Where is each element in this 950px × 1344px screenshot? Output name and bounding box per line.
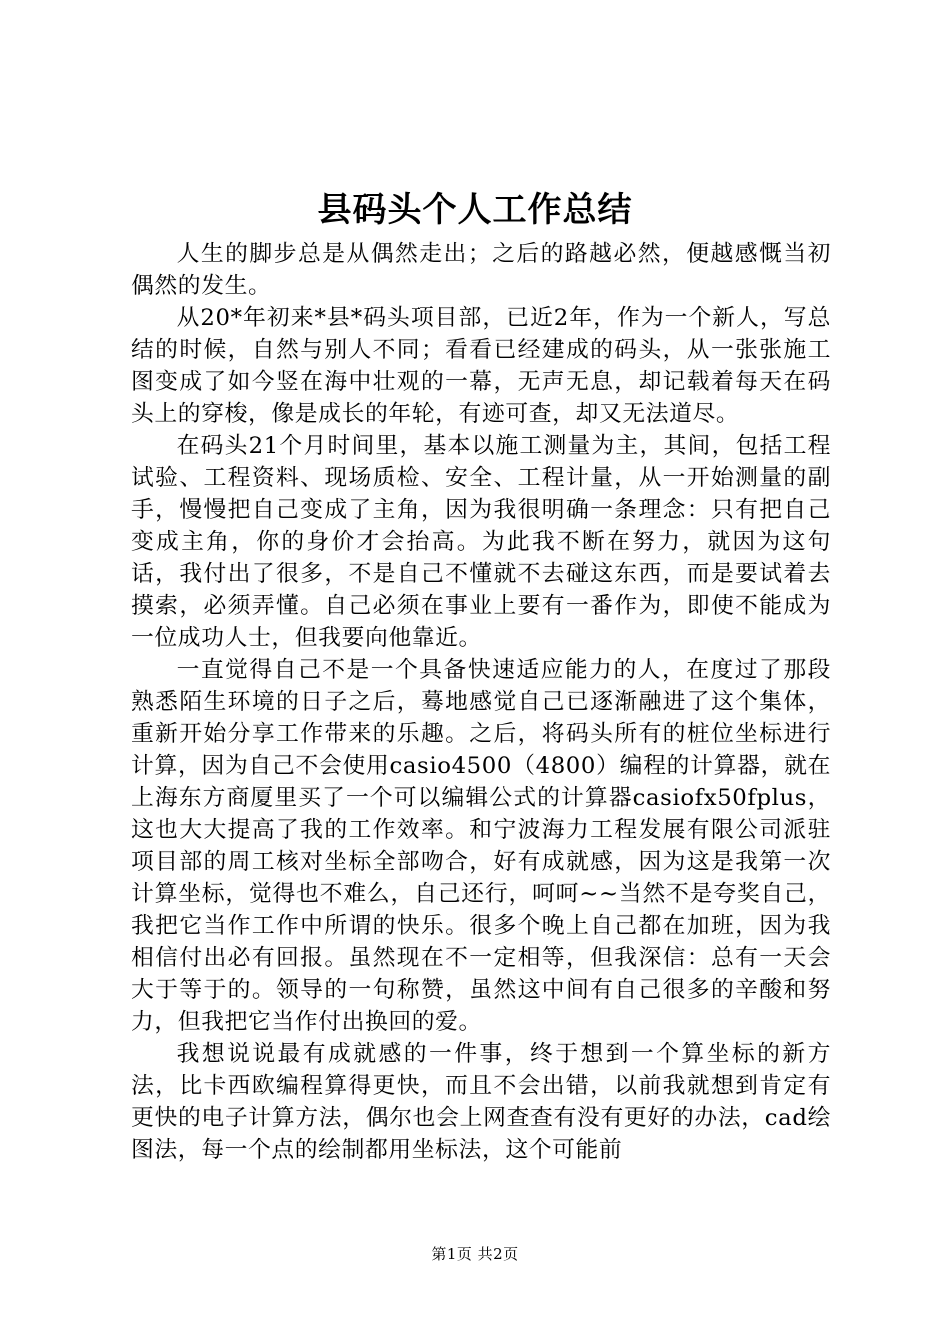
document-title: 县码头个人工作总结 [317, 190, 633, 230]
paragraph-5: 我想说说最有成就感的一件事，终于想到一个算坐标的新方法，比卡西欧编程算得更快，而且不会出错，以前我就想到肯定有更快的电子计算方法，偶尔也会上网查查有没有更好的办法，cad绘图法，每一个点的绘制都用坐标法，这个可能前 [131, 1041, 831, 1163]
paragraph-1: 人生的脚步总是从偶然走出；之后的路越必然，便越感慨当初偶然的发生。 [131, 241, 831, 299]
paragraph-3: 在码头21个月时间里，基本以施工测量为主，其间，包括工程试验、工程资料、现场质检、安全、工程计量，从一开始测量的副手，慢慢把自己变成了主角，因为我很明确一条理念：只有把自己变成主角，你的身价才会抬高。为此我不断在努力，就因为这句话，我付出了很多，不是自己不懂就不去碰这东西，而是要试着去摸索，必须弄懂。自己必须在事业上要有一番作为，即使不能成为一位成功人士，但我要向他靠近。 [131, 433, 831, 651]
page-number-footer: 第1页 共2页 [431, 1245, 519, 1263]
paragraph-2: 从20*年初来*县*码头项目部，已近2年，作为一个新人，写总结的时候，自然与别人不同；看看已经建成的码头，从一张张施工图变成了如今竖在海中壮观的一幕，无声无息，却记载着每天在码头上的穿梭，像是成长的年轮，有迹可查，却又无法道尽。 [131, 305, 831, 427]
document-body [131, 238, 831, 1166]
paragraph-4: 一直觉得自己不是一个具备快速适应能力的人，在度过了那段熟悉陌生环境的日子之后，蓦地感觉自己已逐渐融进了这个集体，重新开始分享工作带来的乐趣。之后，将码头所有的桩位坐标进行计算，因为自己不会使用casio4500（4800）编程的计算器，就在上海东方商厦里买了一个可以编辑公式的计算器casiofx50fplus，这也大大提高了我的工作效率。和宁波海力工程发展有限公司派驻项目部的周工核对坐标全部吻合，好有成就感，因为这是我第一次计算坐标，觉得也不难么，自己还行，呵呵~~当然不是夸奖自己，我把它当作工作中所谓的快乐。很多个晚上自己都在加班，因为我相信付出必有回报。虽然现在不一定相等，但我深信：总有一天会大于等于的。领导的一句称赞，虽然这中间有自己很多的辛酸和努力，但我把它当作付出换回的爱。 [131, 657, 831, 1035]
